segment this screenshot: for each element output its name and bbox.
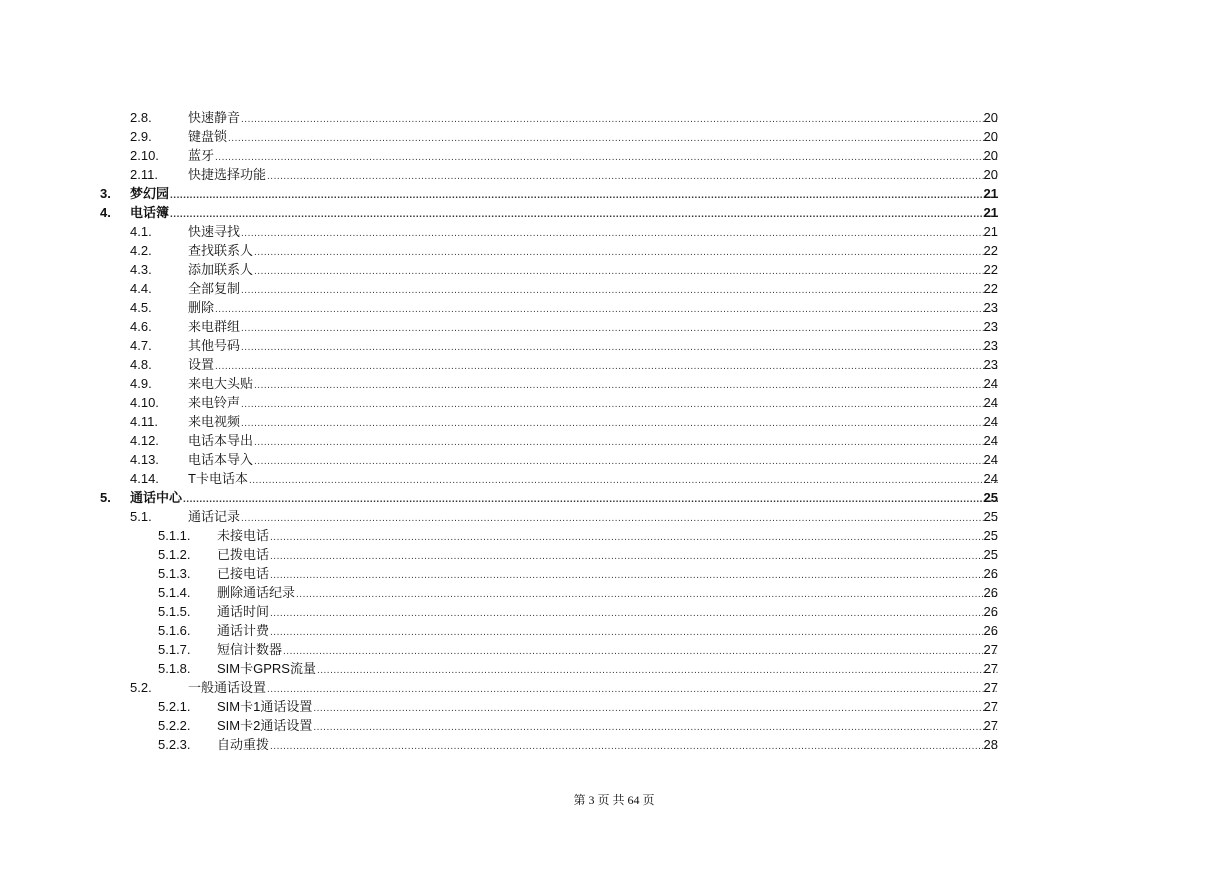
toc-entry-page: 20 [983, 129, 998, 144]
toc-entry-page: 26 [983, 623, 998, 638]
toc-entry-number: 4.7. [130, 338, 152, 353]
toc-entry-page: 24 [983, 414, 998, 429]
toc-entry-title: 来电铃声 [188, 395, 241, 410]
toc-entry-leader [130, 488, 998, 509]
toc-entry-page: 25 [983, 490, 998, 505]
toc-entry[interactable] [0, 260, 1228, 279]
toc-entry-page: 28 [983, 737, 998, 752]
toc-entry-title: 短信计数器 [217, 642, 283, 657]
toc-entry-number: 5. [100, 490, 111, 505]
toc-entry-title: 通话中心 [130, 490, 183, 505]
toc-entry-title: 未接电话 [217, 528, 270, 543]
toc-entry[interactable] [0, 336, 1228, 355]
toc-entry-number: 4.10. [130, 395, 159, 410]
toc-entry-page: 20 [983, 148, 998, 163]
toc-entry[interactable] [0, 298, 1228, 317]
toc-entry-page: 20 [983, 110, 998, 125]
toc-entry[interactable] [0, 108, 1228, 127]
toc-entry-title: 查找联系人 [188, 243, 254, 258]
toc-entry-page: 25 [983, 547, 998, 562]
toc-entry-number: 4.6. [130, 319, 152, 334]
toc-entry-number: 4.9. [130, 376, 152, 391]
toc-entry-leader [130, 184, 998, 205]
toc-entry[interactable] [0, 640, 1228, 659]
toc-entry-page: 22 [983, 281, 998, 296]
toc-entry-page: 24 [983, 452, 998, 467]
toc-entry-title: 全部复制 [188, 281, 241, 296]
toc-entry-leader [188, 431, 998, 452]
toc-entry-title: 来电群组 [188, 319, 241, 334]
toc-entry-number: 5.2.1. [158, 699, 191, 714]
toc-entry-page: 23 [983, 300, 998, 315]
toc-entry-title: 梦幻园 [130, 186, 170, 201]
toc-entry-leader [188, 260, 998, 281]
toc-entry-title: SIM卡GPRS流量 [217, 661, 316, 676]
toc-entry-page: 23 [983, 319, 998, 334]
toc-entry-page: 25 [983, 528, 998, 543]
toc-entry-page: 21 [983, 205, 998, 220]
toc-entry-leader [188, 374, 998, 395]
toc-entry[interactable] [0, 526, 1228, 545]
toc-entry-leader [188, 678, 998, 699]
toc-entry[interactable] [0, 355, 1228, 374]
toc-entry[interactable] [0, 317, 1228, 336]
toc-entry-leader [188, 469, 998, 490]
toc-entry[interactable] [0, 716, 1228, 735]
toc-entry-leader [188, 298, 998, 319]
toc-entry-leader [217, 526, 998, 547]
toc-entry[interactable] [0, 241, 1228, 260]
toc-entry-title: 添加联系人 [188, 262, 254, 277]
toc-entry-leader [217, 640, 998, 661]
toc-entry-number: 5.1.6. [158, 623, 191, 638]
toc-entry-number: 4.13. [130, 452, 159, 467]
toc-entry-number: 5.1.7. [158, 642, 191, 657]
toc-entry[interactable] [0, 621, 1228, 640]
toc-entry-leader [188, 507, 998, 528]
toc-entry-number: 4.4. [130, 281, 152, 296]
toc-entry-page: 21 [983, 186, 998, 201]
toc-entry-number: 5.2.2. [158, 718, 191, 733]
table-of-contents [0, 108, 1228, 754]
toc-entry-number: 5.2. [130, 680, 152, 695]
toc-entry[interactable] [0, 488, 1228, 507]
toc-entry-title: 设置 [188, 357, 215, 372]
toc-entry-number: 5.1.8. [158, 661, 191, 676]
toc-entry-number: 5.1.5. [158, 604, 191, 619]
toc-entry-title: 已接电话 [217, 566, 270, 581]
toc-entry-number: 4.2. [130, 243, 152, 258]
dot-leader [270, 737, 998, 756]
toc-entry-leader [188, 222, 998, 243]
toc-entry[interactable] [0, 279, 1228, 298]
toc-entry[interactable] [0, 450, 1228, 469]
toc-entry-leader [188, 317, 998, 338]
toc-entry-leader [188, 146, 998, 167]
toc-entry-number: 2.8. [130, 110, 152, 125]
toc-entry[interactable] [0, 545, 1228, 564]
toc-entry-number: 4.5. [130, 300, 152, 315]
toc-entry-number: 5.1.2. [158, 547, 191, 562]
toc-entry-title: SIM卡1通话设置 [217, 699, 313, 714]
toc-entry-title: 删除通话纪录 [217, 585, 296, 600]
toc-entry-title: 一般通话设置 [188, 680, 267, 695]
toc-entry-leader [217, 735, 998, 756]
toc-entry[interactable] [0, 203, 1228, 222]
toc-entry-title: 电话本导入 [188, 452, 254, 467]
toc-entry-page: 27 [983, 680, 998, 695]
toc-entry-number: 4.12. [130, 433, 159, 448]
toc-entry[interactable] [0, 659, 1228, 678]
toc-entry[interactable] [0, 602, 1228, 621]
toc-entry-page: 27 [983, 661, 998, 676]
toc-entry-leader [217, 602, 998, 623]
toc-entry-page: 23 [983, 357, 998, 372]
toc-entry-page: 27 [983, 718, 998, 733]
toc-entry-title: 通话计费 [217, 623, 270, 638]
toc-entry-number: 5.2.3. [158, 737, 191, 752]
toc-entry-page: 21 [983, 224, 998, 239]
toc-entry-leader [188, 355, 998, 376]
toc-entry[interactable] [0, 507, 1228, 526]
toc-entry-title: 通话记录 [188, 509, 241, 524]
toc-entry-title: 已拨电话 [217, 547, 270, 562]
toc-entry-title: 键盘锁 [188, 129, 228, 144]
toc-entry-page: 27 [983, 642, 998, 657]
toc-entry-page: 24 [983, 376, 998, 391]
toc-entry-title: T卡电话本 [188, 471, 248, 486]
toc-entry-title: 通话时间 [217, 604, 270, 619]
toc-entry-number: 4.14. [130, 471, 159, 486]
toc-entry[interactable] [0, 431, 1228, 450]
toc-entry-leader [188, 127, 998, 148]
toc-entry-page: 24 [983, 433, 998, 448]
toc-entry-page: 23 [983, 338, 998, 353]
toc-entry-page: 27 [983, 699, 998, 714]
toc-entry-page: 24 [983, 395, 998, 410]
toc-entry[interactable] [0, 374, 1228, 393]
toc-entry[interactable] [0, 412, 1228, 431]
toc-entry-leader [188, 241, 998, 262]
page-footer: 第 3 页 共 64 页 [573, 793, 655, 807]
toc-entry-title: SIM卡2通话设置 [217, 718, 313, 733]
toc-entry-leader [217, 716, 998, 737]
toc-entry-leader [188, 450, 998, 471]
toc-entry-leader [217, 564, 998, 585]
toc-entry-number: 3. [100, 186, 111, 201]
toc-entry[interactable] [0, 165, 1228, 184]
toc-entry-title: 电话簿 [130, 205, 170, 220]
toc-entry-number: 5.1.4. [158, 585, 191, 600]
toc-entry[interactable] [0, 697, 1228, 716]
toc-entry-leader [188, 108, 998, 129]
toc-entry-number: 5.1.1. [158, 528, 191, 543]
toc-entry-leader [188, 393, 998, 414]
toc-entry[interactable] [0, 184, 1228, 203]
toc-entry-page: 25 [983, 509, 998, 524]
toc-entry-number: 4.11. [130, 414, 158, 429]
toc-entry-title: 快速静音 [188, 110, 241, 125]
toc-entry-leader [217, 697, 998, 718]
toc-entry-title: 来电大头贴 [188, 376, 254, 391]
toc-entry-page: 26 [983, 604, 998, 619]
toc-entry[interactable] [0, 564, 1228, 583]
toc-entry[interactable] [0, 735, 1228, 754]
toc-entry-leader [217, 621, 998, 642]
toc-entry-page: 26 [983, 585, 998, 600]
toc-entry-page: 22 [983, 262, 998, 277]
toc-entry-leader [130, 203, 998, 224]
toc-entry-title: 快捷选择功能 [188, 167, 267, 182]
toc-entry-number: 2.10. [130, 148, 159, 163]
toc-entry-page: 20 [983, 167, 998, 182]
toc-entry-leader [188, 336, 998, 357]
toc-entry-leader [217, 545, 998, 566]
toc-entry-title: 来电视频 [188, 414, 241, 429]
toc-entry-leader [217, 659, 998, 680]
toc-entry-number: 2.11. [130, 167, 158, 182]
toc-entry-number: 4.1. [130, 224, 152, 239]
toc-entry-title: 自动重拨 [217, 737, 270, 752]
toc-entry-number: 5.1. [130, 509, 152, 524]
toc-entry-leader [217, 583, 998, 604]
toc-entry[interactable] [0, 678, 1228, 697]
toc-entry-page: 26 [983, 566, 998, 581]
toc-entry-leader [188, 279, 998, 300]
toc-entry-title: 电话本导出 [188, 433, 254, 448]
toc-entry[interactable] [0, 393, 1228, 412]
toc-entry-number: 4.3. [130, 262, 152, 277]
toc-entry[interactable] [0, 127, 1228, 146]
toc-entry-leader [188, 412, 998, 433]
toc-entry[interactable] [0, 469, 1228, 488]
toc-entry-number: 4. [100, 205, 111, 220]
toc-entry-title: 蓝牙 [188, 148, 215, 163]
toc-entry-number: 2.9. [130, 129, 152, 144]
toc-entry-title: 删除 [188, 300, 215, 315]
toc-entry[interactable] [0, 583, 1228, 602]
toc-entry[interactable] [0, 222, 1228, 241]
toc-entry-title: 快速寻找 [188, 224, 241, 239]
toc-entry-page: 22 [983, 243, 998, 258]
toc-entry-title: 其他号码 [188, 338, 241, 353]
toc-entry-leader [188, 165, 998, 186]
toc-entry-page: 24 [983, 471, 998, 486]
toc-entry-number: 4.8. [130, 357, 152, 372]
toc-entry[interactable] [0, 146, 1228, 165]
toc-entry-number: 5.1.3. [158, 566, 191, 581]
